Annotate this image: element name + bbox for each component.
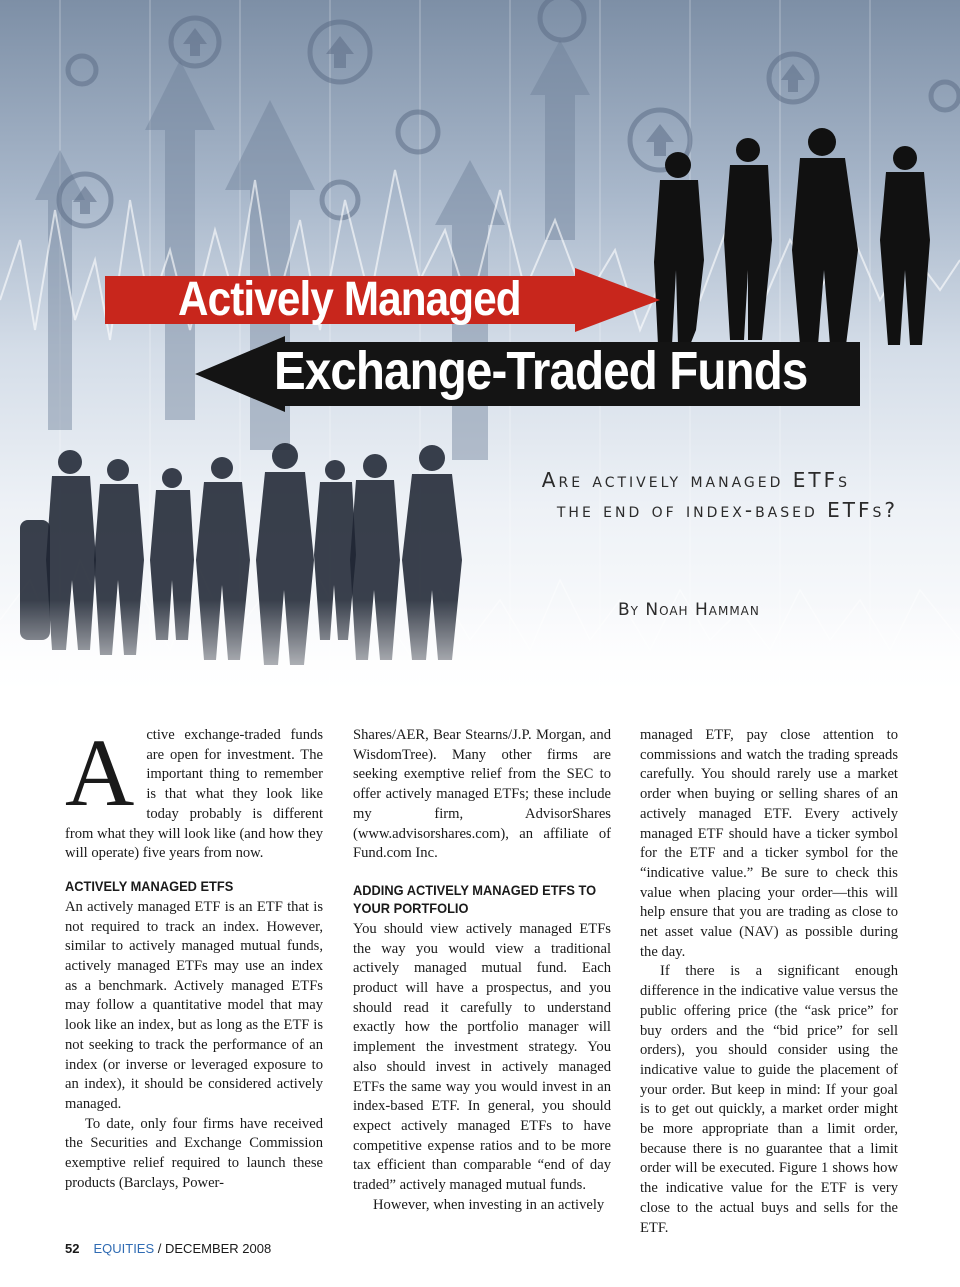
article-column-1: [65, 719, 323, 1193]
drop-cap: A: [65, 719, 135, 826]
body-paragraph: Shares/AER, Bear Stearns/J.P. Morgan, and WisdomTree). Many other firms are seeking exemptive relief from the SEC to offer actively managed ETFs; these include my firm, AdvisorShares (www.advisorshares.com), an affiliate of Fund.com Inc.: [353, 727, 611, 862]
deck-line-2: the end of index-based ETFs?: [556, 498, 898, 522]
section-heading-actively-managed: ACTIVELY MANAGED ETFS: [65, 878, 234, 894]
magazine-name: EQUITIES: [93, 1241, 155, 1256]
headline-line-2: Exchange-Traded Funds: [274, 341, 808, 401]
article-column-2: [353, 726, 611, 1215]
body-paragraph: To date, only four firms have received the Securities and Exchange Commission exemptive relief required to launch these products (Barclays, Power-: [65, 1115, 323, 1191]
body-paragraph: managed ETF, pay close attention to commissions and watch the trading spreads carefully. You should rarely use a market order when buying or selling shares of an actively managed ETF. Every actively managed ETF should have a ticker symbol for the ETF and a ticker symbol for the “indicative value.” Be sure to check this value when placing your order—this will help ensure that you are trading as close to net asset value (NAV) as possible during the day.: [640, 727, 898, 960]
headline-line-1: Actively Managed: [178, 273, 521, 326]
deck-line-1: Are actively managed ETFs: [541, 468, 850, 492]
intro-paragraph: [65, 719, 323, 864]
section-heading-adding-to-portfolio: ADDING ACTIVELY MANAGED ETFS TO YOUR PORTFOLIO: [353, 882, 597, 916]
byline: By Noah Hamman: [618, 600, 760, 620]
issue-date: DECEMBER 2008: [165, 1241, 272, 1256]
body-paragraph: If there is a significant enough difference in the indicative value versus the public offering price (the “ask price” for buy orders and the “bid price” for sell orders), you should consider using the indicative value to guide the placement of your order. But keep in mind: If your goal is to get out quickly, a market order might be more appropriate than a limit order, because there is no guarantee that a limit order will be executed. Figure 1 shows how the indicative value for the ETF is very close to the actual buys and sells for the ETF.: [640, 963, 898, 1236]
body-paragraph: However, when investing in an actively: [373, 1196, 605, 1213]
body-paragraph: You should view actively managed ETFs the way you would view a traditional actively managed mutual fund. Each product will have a prospectus, and you should read it carefully to understand exactly how the portfolio manager will implement the investment strategy. You also should invest in actively managed ETFs the same way you would invest in an index-based ETF. In general, you should expect actively managed ETFs to have competitive expense ratios and to be more tax efficient than comparable “end of day traded” actively managed mutual funds.: [353, 920, 611, 1194]
body-paragraph: An actively managed ETF is an ETF that is not required to track an index. However, similar to actively managed mutual funds, actively managed ETFs may use an index as a benchmark. Actively managed ETFs may follow a quantitative model that may look like an index, but as long as the ETF is not seeking to track the performance of an index (or inverse or leveraged exposure to an index), it should be considered actively managed.: [65, 898, 323, 1112]
intro-text: ctive exchange-traded funds are open for investment. The important thing to remember is that what they look like today probably is different from what they will look like (and how they will operate) five years from now.: [65, 727, 323, 862]
article-column-3: [640, 726, 898, 1238]
page-number: 52: [65, 1241, 80, 1256]
footer-separator: /: [154, 1241, 165, 1256]
page-footer: [65, 1241, 271, 1256]
